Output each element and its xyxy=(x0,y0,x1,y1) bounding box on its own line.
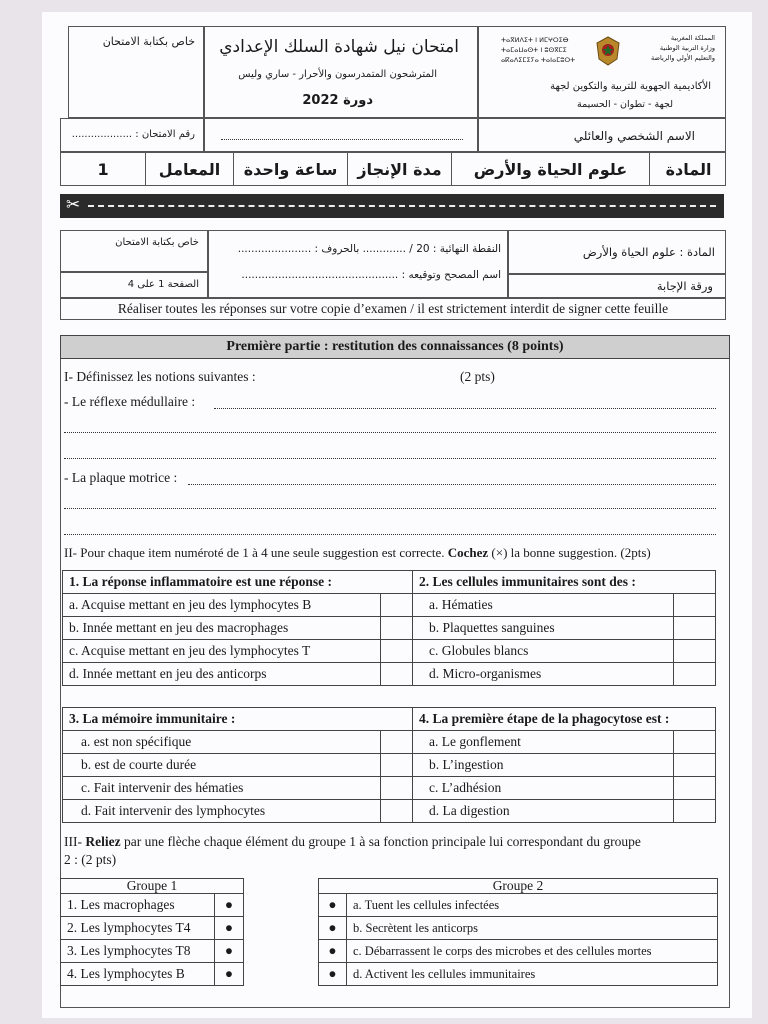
option-label: a. est non spécifique xyxy=(63,731,381,754)
subject-value: علوم الحياة والأرض xyxy=(451,153,649,185)
option-label: b. est de courte durée xyxy=(63,754,381,777)
table-row xyxy=(61,963,244,986)
answer-reserved-label: خاص بكتابة الامتحان xyxy=(115,237,199,248)
part1-title: Première partie : restitution des connaissances (8 points) xyxy=(60,335,730,359)
name-line xyxy=(221,139,463,140)
q2-intro-end: (×) la bonne suggestion. (2pts) xyxy=(488,545,651,560)
table-row xyxy=(61,940,244,963)
exam-title-box xyxy=(204,26,478,118)
option-label: c. Acquise mettant en jeu des lymphocytes T xyxy=(63,640,381,663)
institution-box xyxy=(478,26,726,118)
option-label: d. Micro-organismes xyxy=(413,663,674,686)
connector-dot[interactable]: ● xyxy=(215,917,244,940)
amazigh-lines xyxy=(501,35,575,65)
option-label: b. Innée mettant en jeu des macrophages xyxy=(63,617,381,640)
scissors-icon: ✂ xyxy=(66,195,81,214)
option-label: c. L’adhésion xyxy=(413,777,674,800)
table-row xyxy=(63,731,716,754)
checkbox-cell[interactable] xyxy=(381,617,413,640)
connector-dot[interactable]: ● xyxy=(215,963,244,986)
instruction-box xyxy=(60,298,726,320)
answer-line[interactable] xyxy=(214,408,716,409)
checkbox-cell[interactable] xyxy=(674,594,716,617)
answer-line[interactable] xyxy=(64,432,716,433)
table-row xyxy=(319,894,718,917)
ministry-line: وزارة التربية الوطنية xyxy=(659,44,715,52)
table-row xyxy=(63,617,716,640)
duration-value: ساعة واحدة xyxy=(233,153,347,185)
table-row xyxy=(63,663,716,686)
q2-intro xyxy=(64,545,651,561)
checkbox-cell[interactable] xyxy=(381,777,413,800)
table-row xyxy=(319,917,718,940)
checkbox-cell[interactable] xyxy=(674,640,716,663)
option-label: d. Fait intervenir des lymphocytes xyxy=(63,800,381,823)
table-row xyxy=(63,754,716,777)
group1-item: 2. Les lymphocytes T4 xyxy=(61,917,215,940)
qcm-table-3-4 xyxy=(62,707,716,823)
group1-table xyxy=(60,878,244,986)
q3-intro-text: par une flèche chaque élément du groupe 1 à sa fonction principale lui correspondant du groupe xyxy=(120,834,641,849)
connector-dot[interactable]: ● xyxy=(215,940,244,963)
table-row xyxy=(63,708,716,731)
coat-of-arms-icon xyxy=(593,35,623,67)
answer-line[interactable] xyxy=(188,484,716,485)
option-label: a. Hématies xyxy=(413,594,674,617)
table-row xyxy=(63,571,716,594)
table-row xyxy=(319,963,718,986)
table-row xyxy=(63,800,716,823)
exam-number: رقم الامتحان : ................... xyxy=(71,129,195,140)
instruction: Réaliser toutes les réponses sur votre copie d’examen / il est strictement interdit de signer cette feuille xyxy=(117,301,669,316)
group2-item: b. Secrètent les anticorps xyxy=(347,917,718,940)
exam-title: امتحان نيل شهادة السلك الإعدادي xyxy=(219,37,459,57)
q2-intro-text: II- Pour chaque item numéroté de 1 à 4 une seule suggestion est correcte. xyxy=(64,545,448,560)
candidate-name-box xyxy=(204,118,478,152)
item-title: 4. La première étape de la phagocytose est : xyxy=(413,708,716,731)
item-title: 3. La mémoire immunitaire : xyxy=(63,708,413,731)
answer-line[interactable] xyxy=(64,534,716,535)
table-row xyxy=(61,879,244,894)
item-title: 1. La réponse inflammatoire est une réponse : xyxy=(63,571,413,594)
checkbox-cell[interactable] xyxy=(674,663,716,686)
group2-table xyxy=(318,878,718,986)
table-row xyxy=(63,594,716,617)
option-label: d. Innée mettant en jeu des anticorps xyxy=(63,663,381,686)
q3-intro xyxy=(64,834,641,850)
ministry-lines xyxy=(651,33,715,63)
page-number-box xyxy=(60,272,208,298)
group1-title: Groupe 1 xyxy=(61,879,244,894)
connector-dot[interactable]: ● xyxy=(319,940,347,963)
corrector-name: اسم المصحح وتوقيعه : ............................................... xyxy=(241,269,501,281)
checkbox-cell[interactable] xyxy=(674,754,716,777)
academy-name: الأكاديمية الجهوية للتربية والتكوين لجهة xyxy=(550,81,711,92)
checkbox-cell[interactable] xyxy=(674,777,716,800)
checkbox-cell[interactable] xyxy=(381,640,413,663)
ministry-line: والتعليم الأولي والرياضة xyxy=(651,54,715,62)
table-row xyxy=(61,917,244,940)
checkbox-cell[interactable] xyxy=(674,731,716,754)
sheet-subject-box xyxy=(508,230,726,274)
group1-item: 4. Les lymphocytes B xyxy=(61,963,215,986)
checkbox-cell[interactable] xyxy=(381,731,413,754)
checkbox-cell[interactable] xyxy=(381,800,413,823)
option-label: b. Plaquettes sanguines xyxy=(413,617,674,640)
exam-subtitle: المترشحون المتمدرسون والأحرار - ساري وليس xyxy=(238,69,437,80)
group2-title: Groupe 2 xyxy=(319,879,718,894)
ministry-line: المملكة المغربية xyxy=(670,34,715,42)
exam-number-box xyxy=(60,118,204,152)
connector-dot[interactable]: ● xyxy=(319,917,347,940)
q1-points: (2 pts) xyxy=(460,369,495,384)
q1-heading: I- Définissez les notions suivantes : xyxy=(64,369,256,384)
group1-item: 1. Les macrophages xyxy=(61,894,215,917)
group2-item: c. Débarrassent le corps des microbes et des cellules mortes xyxy=(347,940,718,963)
connector-dot[interactable]: ● xyxy=(215,894,244,917)
reserved-label: خاص بكتابة الامتحان xyxy=(102,35,195,48)
q3-intro-num: III- xyxy=(64,834,86,849)
subject-label: المادة xyxy=(649,153,727,185)
table-row xyxy=(63,777,716,800)
dashed-line xyxy=(88,205,716,207)
answer-line[interactable] xyxy=(64,458,716,459)
option-label: a. Le gonflement xyxy=(413,731,674,754)
page-number: الصفحة 1 على 4 xyxy=(127,279,199,290)
option-label: b. L’ingestion xyxy=(413,754,674,777)
table-row xyxy=(319,940,718,963)
q1-item1-label: - Le réflexe médullaire : xyxy=(64,394,196,409)
region-name: لجهة - تطوان - الحسيمة xyxy=(577,99,673,110)
amazigh-line: ⵜⴰⴳⵍⴷⵉⵜ ⵏ ⵍⵎⵖⵔⵉⴱ xyxy=(501,36,569,44)
cut-line xyxy=(60,194,724,218)
group2-item: d. Activent les cellules immunitaires xyxy=(347,963,718,986)
full-name-label: الاسم الشخصي والعائلي xyxy=(573,129,695,143)
exam-page xyxy=(42,12,752,1018)
qcm-table-1-2 xyxy=(62,570,716,686)
option-label: c. Fait intervenir des hématies xyxy=(63,777,381,800)
table-row xyxy=(63,640,716,663)
checkbox-cell[interactable] xyxy=(381,663,413,686)
answer-line[interactable] xyxy=(64,508,716,509)
checkbox-cell[interactable] xyxy=(381,594,413,617)
checkbox-cell[interactable] xyxy=(381,754,413,777)
q3-points: 2 : (2 pts) xyxy=(64,852,117,867)
duration-label: مدة الإنجاز xyxy=(347,153,451,185)
coef-label: المعامل xyxy=(145,153,233,185)
amazigh-line: ⵜⴰⵎⴰⵡⴰⵙⵜ ⵏ ⵓⵙⴳⵎⵉ xyxy=(501,46,567,54)
q1-item2-label: - La plaque motrice : xyxy=(64,470,178,485)
sheet-subject: المادة : علوم الحياة والأرض xyxy=(582,245,715,259)
subject-row xyxy=(60,152,726,186)
checkbox-cell[interactable] xyxy=(674,800,716,823)
q2-intro-verb: Cochez xyxy=(447,545,489,560)
option-label: c. Globules blancs xyxy=(413,640,674,663)
answer-reserved-box xyxy=(60,230,208,272)
sheet-title: ورقة الإجابة xyxy=(656,279,713,293)
sheet-title-box xyxy=(508,274,726,298)
group2-item: a. Tuent les cellules infectées xyxy=(347,894,718,917)
option-label: a. Acquise mettant en jeu des lymphocytes B xyxy=(63,594,381,617)
group1-item: 3. Les lymphocytes T8 xyxy=(61,940,215,963)
item-title: 2. Les cellules immunitaires sont des : xyxy=(413,571,716,594)
grade-box xyxy=(208,230,508,298)
q3-intro-verb: Reliez xyxy=(85,834,121,849)
reserved-box xyxy=(68,26,204,118)
amazigh-line: ⴰⴽⴰⴷⵉⵎⵉⵢⴰ ⵜⴰⵏⴰⵎⵓⵔⵜ xyxy=(501,56,576,64)
coef-value: 1 xyxy=(97,159,109,179)
connector-dot[interactable]: ● xyxy=(319,963,347,986)
final-grade: النقطة النهائية : 20 / ............. بالحروف : ...................... xyxy=(237,243,501,255)
table-row xyxy=(61,894,244,917)
session: دورة 2022 xyxy=(302,93,373,108)
table-row xyxy=(319,879,718,894)
full-name-box xyxy=(478,118,726,152)
checkbox-cell[interactable] xyxy=(674,617,716,640)
option-label: d. La digestion xyxy=(413,800,674,823)
connector-dot[interactable]: ● xyxy=(319,894,347,917)
